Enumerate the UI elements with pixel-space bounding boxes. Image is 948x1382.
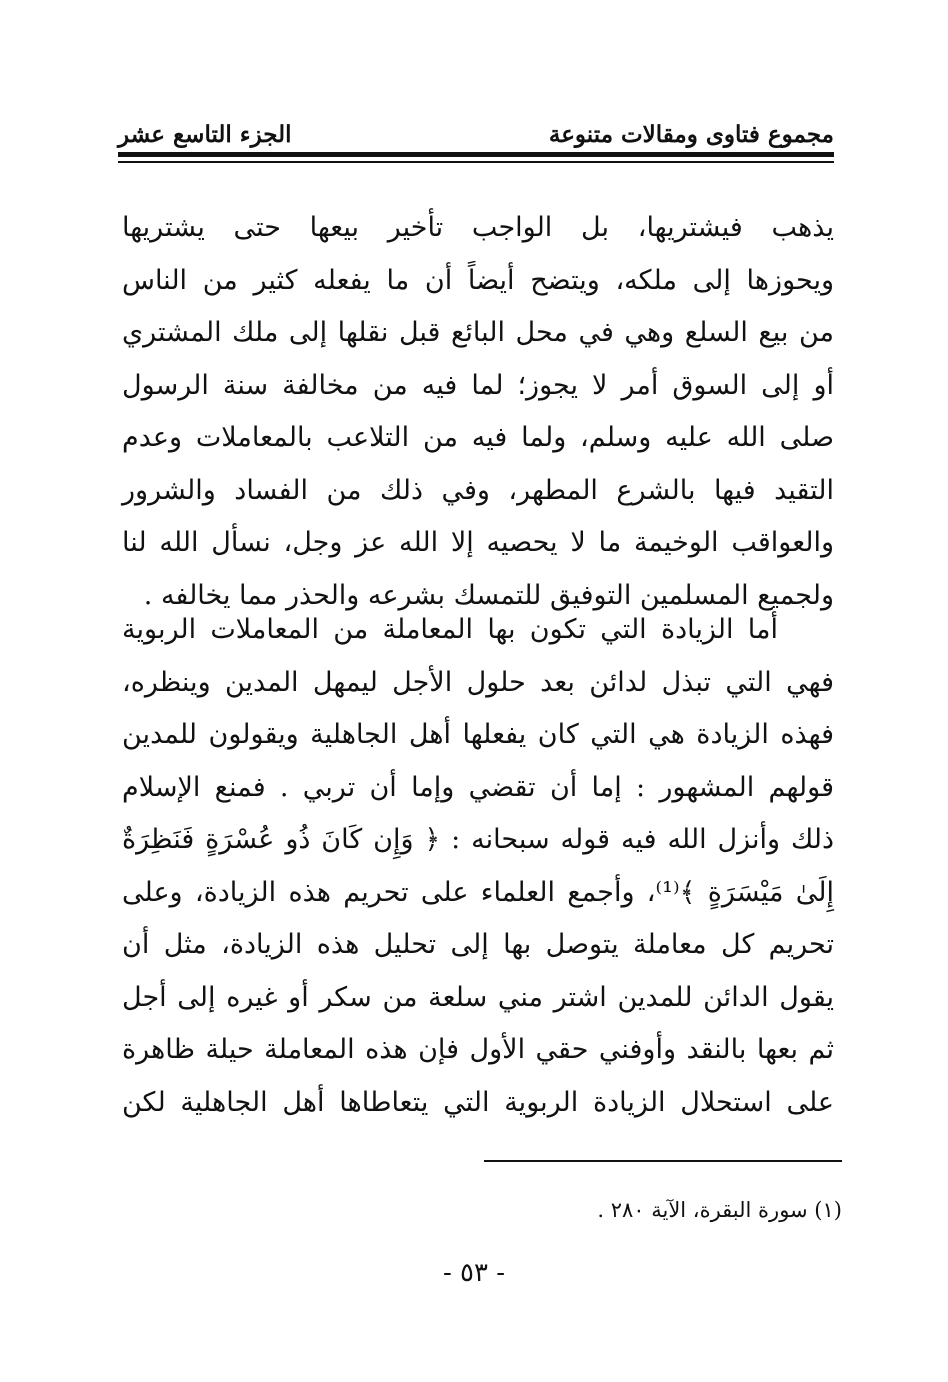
text-line: ويحوزها إلى ملكه، ويتضح أيضاً أن ما يفعله كثير من الناس — [122, 264, 834, 296]
volume-label: الجزء التاسع عشر — [118, 121, 292, 148]
text-line: على استحلال الزيادة الربوية التي يتعاطاها أهل الجاهلية لكن — [122, 1086, 834, 1118]
text-line: قولهم المشهور : إما أن تقضي وإما أن تربي . فمنع الإسلام — [122, 771, 834, 803]
text-line-quran-verse: إِلَىٰ مَيْسَرَةٍ ﴾⁽¹⁾، وأجمع العلماء على تحريم هذه الزيادة، وعلى — [122, 876, 835, 908]
footnote-separator — [484, 1160, 842, 1162]
header-rule-thin — [118, 161, 834, 163]
page-number: - ٥٣ - — [442, 1258, 506, 1288]
text-line: من بيع السلع وهي في محل البائع قبل نقلها إلى ملك المشتري — [122, 317, 834, 348]
text-line: والعواقب الوخيمة ما لا يحصيه إلا الله عز وجل، نسأل الله لنا — [122, 527, 834, 558]
text-line: فهذه الزيادة هي التي كان يفعلها أهل الجاهلية ويقولون للمدين — [122, 719, 834, 750]
header-rule-thick — [118, 152, 834, 157]
footnote: (١) سورة البقرة، الآية ٢٨٠ . — [597, 1198, 842, 1222]
paragraph-2 — [122, 604, 834, 1129]
text-line: ثم بعها بالنقد وأوفني حقي الأول فإن هذه المعاملة حيلة ظاهرة — [122, 1034, 834, 1065]
text-line: أما الزيادة التي تكون بها المعاملة من المعاملات الربوية — [122, 614, 778, 645]
text-line: فهي التي تبذل لدائن بعد حلول الأجل ليمهل المدين وينظره، — [122, 666, 834, 698]
text-line: ولجميع المسلمين التوفيق للتمسك بشرعه والحذر مما يخالفه . — [143, 579, 834, 611]
text-line: تحريم كل معاملة يتوصل بها إلى تحليل هذه الزيادة، مثل أن — [122, 929, 834, 960]
text-line: يذهب فيشتريها، بل الواجب تأخير بيعها حتى يشتريها — [122, 212, 834, 243]
running-header — [118, 112, 834, 148]
text-line: التقيد فيها بالشرع المطهر، وفي ذلك من الفساد والشرور — [122, 474, 834, 506]
paragraph-1 — [122, 202, 834, 622]
text-line-quran-verse: ذلك وأنزل الله فيه قوله سبحانه : ﴿ وَإِن كَانَ ذُو عُسْرَةٍ فَنَظِرَةٌ — [122, 824, 834, 855]
book-title: مجموع فتاوى ومقالات متنوعة — [548, 121, 834, 148]
text-line: يقول الدائن للمدين اشتر مني سلعة من سكر أو غيره إلى أجل — [122, 981, 834, 1013]
text-line: أو إلى السوق أمر لا يجوز؛ لما فيه من مخالفة سنة الرسول — [122, 369, 834, 401]
text-line: صلى الله عليه وسلم، ولما فيه من التلاعب بالمعاملات وعدم — [122, 422, 834, 453]
